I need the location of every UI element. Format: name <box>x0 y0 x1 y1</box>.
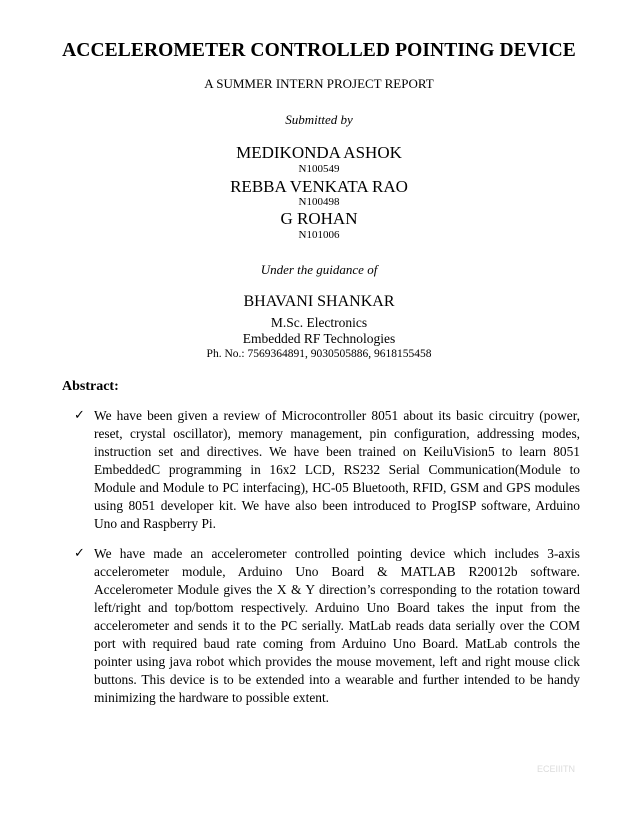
student-id: N101006 <box>298 229 340 241</box>
report-subtitle: A SUMMER INTERN PROJECT REPORT <box>204 76 434 91</box>
report-title: ACCELEROMETER CONTROLLED POINTING DEVICE <box>62 40 576 61</box>
checkmark-icon: ✓ <box>74 408 85 423</box>
abstract-paragraph: We have been given a review of Microcontroller 8051 about its basic circuitry (power, reset, crystal oscillator), memory management, pin configuration, addressing modes, instruction set and directives. We have been trained on KeiluVision5 to learn 8051 EmbeddedC programming in 16x2 LCD, RS232 Serial Communication(Module to Module and Module to PC interfacing), HC-05 Bluetooth, RFID, GSM and GPS modules using 8051 developer kit. We have also been introduced to ProgISP software, Arduino Uno and Raspberry Pi. <box>94 408 580 531</box>
abstract-paragraph: We have made an accelerometer controlled pointing device which includes 3-axis accelerometer module, Arduino Uno Board & MATLAB R20012b software. Accelerometer Module gives the X & Y direction’s corresponding to the rotation toward left/right and top/bottom respectively. Arduino Uno Board takes the input from the accelerometer and sends it to the PC serially. MatLab reads data serially over the COM port with required baud rate coming from Arduino Uno Board. MatLab controls the pointer using java robot which provides the mouse movement, left and right mouse click buttons. This device is to be extended into a wearable and further intended to be handy minimizing the hardware to possible extent. <box>94 546 580 705</box>
student-name: REBBA VENKATA RAO <box>230 177 408 196</box>
student-name: MEDIKONDA ASHOK <box>236 143 402 162</box>
footer-watermark: ECEIIITN <box>537 764 576 774</box>
student-name: G ROHAN <box>280 209 358 228</box>
student-id: N100498 <box>298 196 340 208</box>
guidance-label: Under the guidance of <box>260 262 378 277</box>
guide-qualification: M.Sc. Electronics <box>270 315 368 330</box>
submitted-by-label: Submitted by <box>285 112 353 127</box>
guide-name: BHAVANI SHANKAR <box>243 293 395 310</box>
abstract-heading: Abstract: <box>62 379 119 394</box>
guide-organization: Embedded RF Technologies <box>242 331 396 346</box>
student-id: N100549 <box>298 163 340 175</box>
checkmark-icon: ✓ <box>74 546 85 561</box>
guide-phone: Ph. No.: 7569364891, 9030505886, 9618155458 <box>206 348 432 360</box>
